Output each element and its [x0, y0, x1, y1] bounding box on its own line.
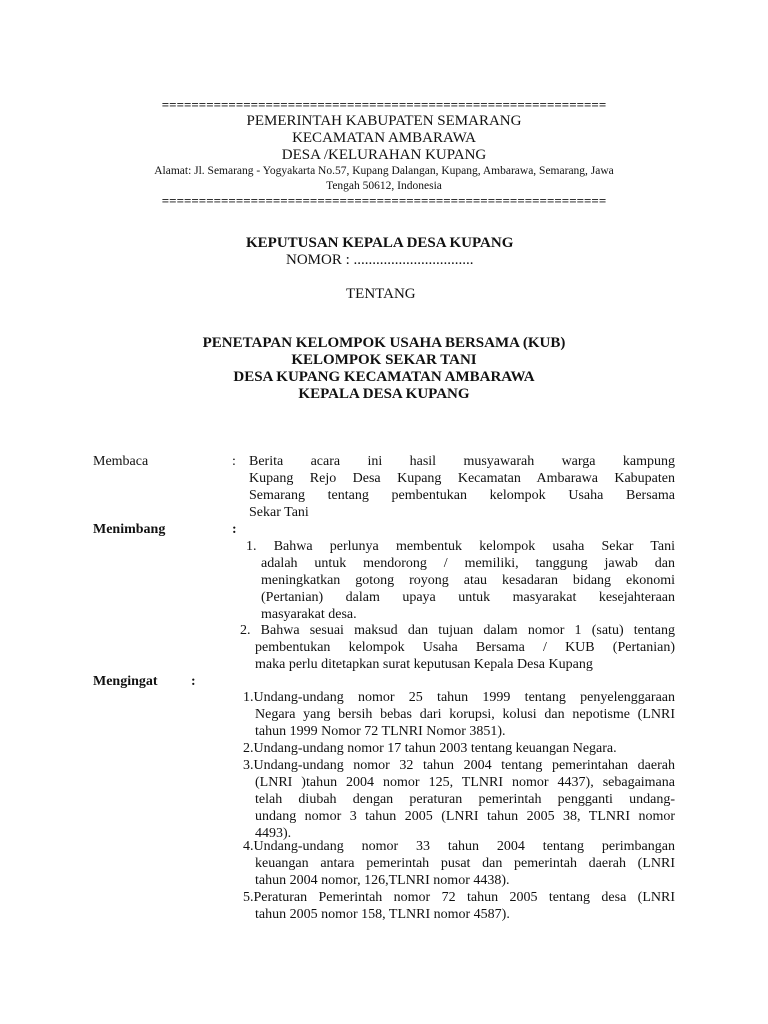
mengingat-item-3-line: telah diubah dengan peraturan pemerintah pengganti undang- [255, 792, 675, 807]
mengingat-item-3-line: 3.Undang-undang nomor 32 tahun 2004 tentang pemerintahan daerah [243, 758, 675, 773]
mengingat-item-2 [243, 740, 675, 757]
membaca-line: Berita acara ini hasil musyawarah warga kampung [249, 454, 675, 469]
decree-subject-1: PENETAPAN KELOMPOK USAHA BERSAMA (KUB) [202, 335, 566, 351]
menimbang-item-1-line: adalah untuk mendorong / memiliki, tanggung jawab dan [261, 556, 675, 571]
mengingat-item-5-line: 5.Peraturan Pemerintah nomor 72 tahun 2005 tentang desa (LNRI [243, 890, 675, 905]
mengingat-item-4 [243, 838, 675, 889]
menimbang-item-2-line: pembentukan kelompok Usaha Bersama / KUB (Pertanian) [255, 640, 675, 655]
decree-number: NOMOR : ................................ [286, 252, 474, 268]
mengingat-item-3-line: 4493). [255, 826, 292, 841]
decree-title: KEPUTUSAN KEPALA DESA KUPANG [246, 235, 514, 251]
header-district: KECAMATAN AMBARAWA [292, 130, 476, 146]
decree-subject-2: KELOMPOK SEKAR TANI [291, 352, 477, 368]
membaca-colon: : [232, 454, 236, 469]
header-rule-bottom: ============================================================ [161, 194, 607, 208]
mengingat-item-3-line: undang nomor 3 tahun 2005 (LNRI tahun 2005 38, TLNRI nomor [255, 809, 675, 824]
mengingat-item-4-line: keuangan antara pemerintah pusat dan pemerintah daerah (LNRI [255, 856, 675, 871]
header-rule-top: ============================================================ [161, 98, 607, 112]
decree-subject-3: DESA KUPANG KECAMATAN AMBARAWA [233, 369, 535, 385]
menimbang-item-1-line: masyarakat desa. [261, 607, 357, 622]
header-address-line-2: Tengah 50612, Indonesia [326, 180, 442, 192]
mengingat-item-1-line: Negara yang bersih bebas dari korupsi, kolusi dan nepotisme (LNRI [255, 707, 675, 722]
decree-subject-4: KEPALA DESA KUPANG [298, 386, 470, 402]
mengingat-item-3-line: (LNRI )tahun 2004 nomor 125, TLNRI nomor 4437), sebagaimana [255, 775, 675, 790]
mengingat-item-4-line: tahun 2004 nomor, 126,TLNRI nomor 4438). [255, 873, 510, 888]
mengingat-item-1-line: tahun 1999 Nomor 72 TLNRI Nomor 3851). [255, 724, 506, 739]
menimbang-item-1 [246, 538, 675, 623]
header-government: PEMERINTAH KABUPATEN SEMARANG [246, 113, 522, 129]
menimbang-item-2-line: 2. Bahwa sesuai maksud dan tujuan dalam nomor 1 (satu) tentang [240, 623, 675, 638]
membaca-line: Kupang Rejo Desa Kupang Kecamatan Ambarawa Kabupaten [249, 471, 675, 486]
menimbang-item-1-line: (Pertanian) dalam upaya untuk masyarakat kesejahteraan [261, 590, 675, 605]
mengingat-colon: : [191, 674, 196, 689]
menimbang-colon: : [232, 522, 237, 537]
membaca-line: Sekar Tani [249, 505, 309, 520]
mengingat-item-5 [243, 889, 675, 923]
menimbang-item-2 [240, 622, 675, 673]
mengingat-item-3 [243, 757, 675, 842]
menimbang-item-1-line: 1. Bahwa perlunya membentuk kelompok usaha Sekar Tani [246, 539, 675, 554]
decree-about: TENTANG [346, 286, 416, 302]
menimbang-item-2-line: maka perlu ditetapkan surat keputusan Kepala Desa Kupang [255, 657, 593, 672]
mengingat-label: Mengingat [93, 674, 158, 689]
menimbang-label: Menimbang [93, 522, 166, 537]
mengingat-item-2-line: 2.Undang-undang nomor 17 tahun 2003 tentang keuangan Negara. [243, 741, 617, 756]
menimbang-item-1-line: meningkatkan gotong royong atau kesadaran bidang ekonomi [261, 573, 675, 588]
header-address-line-1: Alamat: Jl. Semarang - Yogyakarta No.57, Kupang Dalangan, Kupang, Ambarawa, Semarang, Jawa [154, 165, 614, 177]
mengingat-item-4-line: 4.Undang-undang nomor 33 tahun 2004 tentang perimbangan [243, 839, 675, 854]
mengingat-item-1-line: 1.Undang-undang nomor 25 tahun 1999 tentang penyelenggaraan [243, 690, 675, 705]
membaca-line: Semarang tentang pembentukan kelompok Usaha Bersama [249, 488, 675, 503]
membaca-text [249, 453, 675, 521]
header-village: DESA /KELURAHAN KUPANG [281, 147, 487, 163]
membaca-label: Membaca [93, 454, 149, 469]
mengingat-item-5-line: tahun 2005 nomor 158, TLNRI nomor 4587). [255, 907, 510, 922]
mengingat-item-1 [243, 689, 675, 740]
